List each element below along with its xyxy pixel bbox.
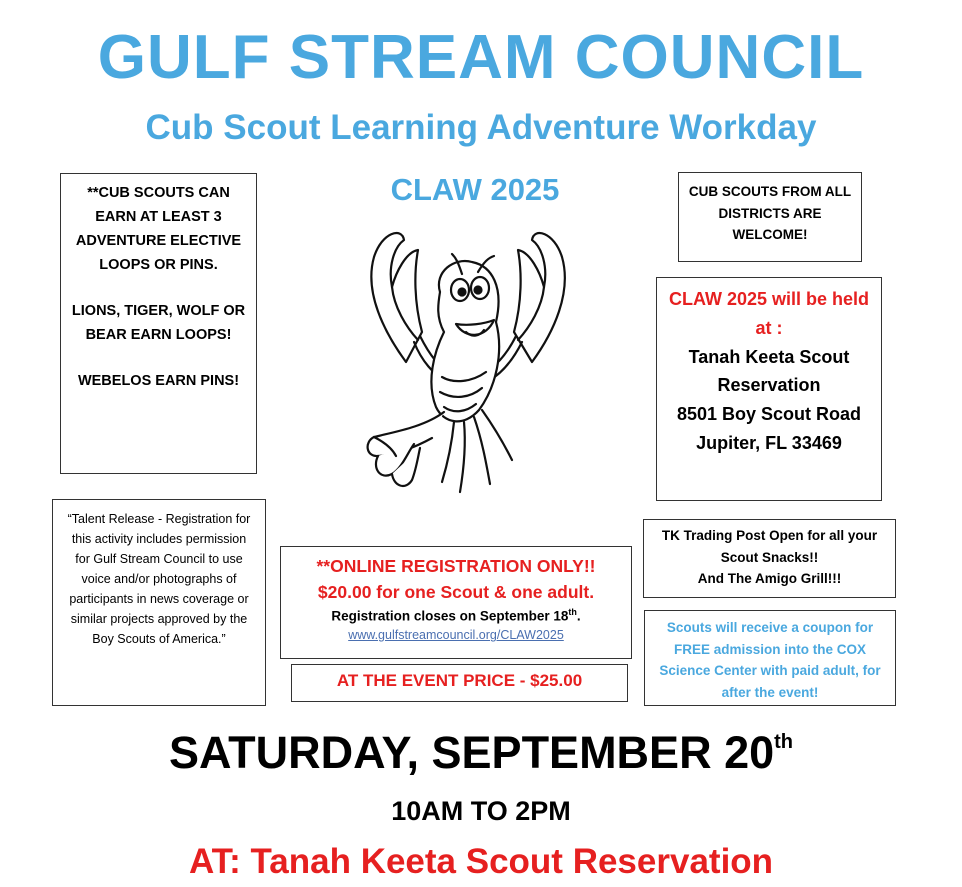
talent-release-box — [52, 499, 266, 706]
page-subtitle: Cub Scout Learning Adventure Workday — [145, 108, 817, 147]
welcome-text: CUB SCOUTS FROM ALL DISTRICTS ARE WELCOME! — [688, 184, 852, 243]
event-time: 10AM TO 2PM — [391, 796, 571, 826]
venue-name: Tanah Keeta Scout Reservation — [688, 346, 850, 396]
page-title: GULF STREAM COUNCIL — [97, 23, 865, 92]
registration-deadline — [289, 606, 623, 627]
deadline-end: . — [576, 608, 581, 623]
deadline-suffix: th — [568, 606, 577, 617]
earn-text-1: **CUB SCOUTS CAN EARN AT LEAST 3 ADVENTURE ELECTIVE LOOPS OR PINS. — [75, 185, 242, 273]
earn-loops-box — [60, 173, 257, 474]
event-location: AT: Tanah Keeta Scout Reservation — [188, 842, 774, 881]
trading-post-box — [643, 519, 896, 598]
talent-release-text: “Talent Release - Registration for this activity includes permission for Gulf Stream Council to use voice and/or photographs of participants in news coverage or similar projects approved by the Boy Scouts of America.” — [67, 512, 251, 646]
registration-title: **ONLINE REGISTRATION ONLY!! — [316, 556, 596, 576]
earn-text-3: WEBELOS EARN PINS! — [77, 372, 240, 389]
event-price-text: AT THE EVENT PRICE - $25.00 — [336, 671, 583, 690]
coupon-box — [644, 610, 896, 706]
venue-city: Jupiter, FL 33469 — [696, 432, 842, 453]
earn-text-2: LIONS, TIGER, WOLF OR BEAR EARN LOOPS! — [71, 302, 246, 343]
venue-heading: CLAW 2025 will be held at : — [668, 289, 870, 338]
event-name: CLAW 2025 — [390, 172, 560, 207]
registration-box — [280, 546, 632, 659]
venue-street: 8501 Boy Scout Road — [676, 404, 862, 425]
event-price-box — [291, 664, 628, 702]
lobster-mascot-icon — [344, 212, 594, 512]
event-date-text: SATURDAY, SEPTEMBER 20 — [168, 727, 775, 778]
event-date-suffix: th — [774, 731, 794, 753]
coupon-text: Scouts will receive a coupon for FREE admission into the COX Science Center with paid adult, for after the event! — [659, 620, 881, 700]
registration-price: $20.00 for one Scout & one adult. — [317, 582, 595, 603]
event-date — [0, 727, 962, 779]
amigo-grill-text: And The Amigo Grill!!! — [697, 571, 842, 587]
venue-box — [656, 277, 882, 501]
deadline-text: Registration closes on September 18 — [331, 608, 569, 623]
welcome-box — [678, 172, 862, 262]
registration-link[interactable]: www.gulfstreamcouncil.org/CLAW2025 — [348, 628, 564, 643]
trading-post-text: TK Trading Post Open for all your Scout Snacks!! — [661, 528, 878, 565]
